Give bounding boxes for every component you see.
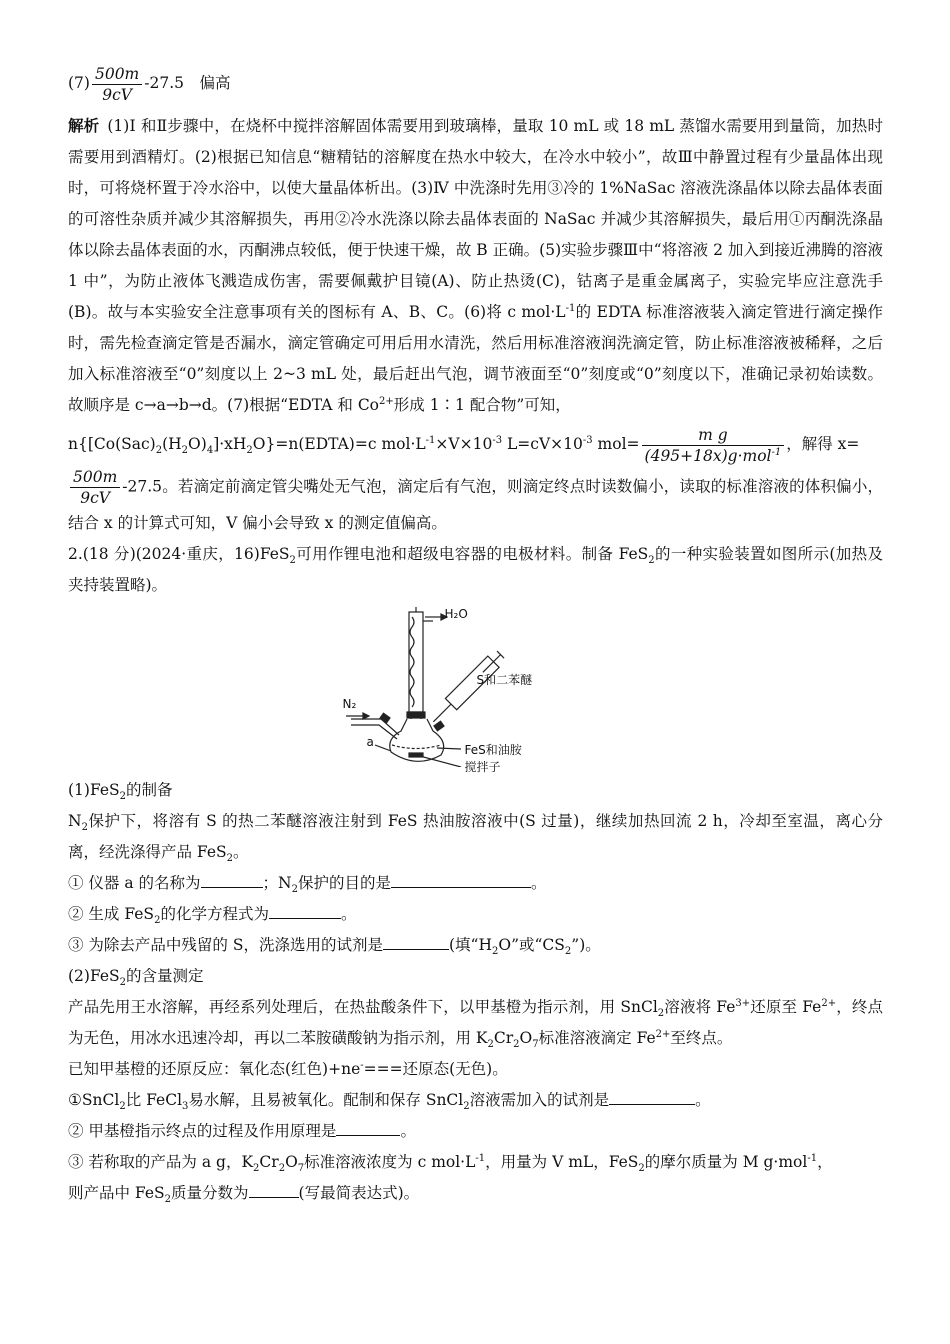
apparatus-label-a: a	[366, 735, 374, 749]
analysis-conclusion: $\frac{500m}{9cV}$ -27.5。若滴定前滴定管尖嘴处无气泡，滴定后有气泡，则滴定终点时读数偏小，读取的标准溶液的体积偏小，结合 x 的计算式可知，V 偏小会导致 x 的测定值偏高。	[68, 468, 883, 532]
part-1-title: (1)FeS$_2$的制备	[68, 781, 173, 803]
apparatus-diagram	[341, 607, 551, 774]
answer-blank-indicator[interactable]	[336, 1117, 400, 1136]
answer-blank-n2-purpose[interactable]	[391, 869, 531, 888]
answer-blank-mass-fraction[interactable]	[249, 1179, 299, 1198]
molar-mass-fraction: $\frac{\text{m g}}{(495+18x)g\cdot mol^{-1}}$	[642, 425, 785, 466]
analysis-paragraph: 解析 (1)Ⅰ 和Ⅱ步骤中，在烧杯中搅拌溶解固体需要用到玻璃棒，量取 10 mL 或 18 mL 蒸馏水需要用到量筒，加热时需要用到酒精灯。(2)根据已知信息“糖精钴的溶解度在热水中较大，在冷水中较小”，故Ⅲ中静置过程有少量晶体出现时，可将烧杯置于冷水浴中，以使大量晶体析出。(3)Ⅳ 中洗涤时先用③冷的 1%NaSac 溶液洗涤晶体以除去晶体表面的可溶性杂质并减少其溶解损失，再用②冷水洗涤以除去晶体表面的 NaSac 并减少其溶解损失，最后用①丙酮洗涤晶体以除去晶体表面的水，丙酮沸点较低，便于快速干燥，故 B 正确。(5)实验步骤Ⅲ中“将溶液 2 加入到接近沸腾的溶液 1 中”，为防止液体飞溅造成伤害，需要佩戴护目镜(A)、防止热烫(C)，钴离子是重金属离子，实验完毕应注意洗手(B)。故与本实验安全注意事项有关的图标有 A、B、C。(6)将 c $mol\cdot L^{-1}$的 EDTA 标准溶液装入滴定管进行滴定操作时，需先检查滴定管是否漏水，滴定管确定可用后用水清洗，然后用标准溶液润洗滴定管，防止标准溶液被稀释，之后加入标准溶液至“0”刻度以上 2~3 mL 处，最后赶出气泡，调节液面至“0”刻度或“0”刻度以下，准确记录初始读数。故顺序是 c→a→b→d。(7)根据“EDTA 和 $Co^{2+}$形成 1∶1 配合物”可知，	[68, 116, 883, 414]
apparatus-label-fes: FeS和油胺	[464, 743, 522, 757]
condenser-outer	[409, 612, 423, 712]
answer-7: (7) $\frac{500m}{9cV}$ -27.5 偏高	[68, 64, 231, 104]
apparatus-label-h2o: H₂O	[444, 607, 468, 621]
apparatus-label-n2: N₂	[342, 697, 357, 711]
known-reaction: 已知甲基橙的还原反应：氧化态(红色)+ne-===还原态(无色)。	[68, 1059, 508, 1078]
part-2-question-3: ③ 若称取的产品为 a g，$K_2Cr_2O_7$标准溶液浓度为 c $mol\cdot L^{-1}$，用量为 V mL，FeS$_2$的摩尔质量为 M g·mol$^{-1}$，	[68, 1152, 833, 1175]
analysis-equation: $n\{[Co(Sac)_2(H_2O)_4]\cdot xH_2O\}=n(EDTA)=c$ $mol\cdot L^{-1}\times V\times 10^{-3}$ $L=cV\times 10^{-3}$ mol= $\frac{\text{m g}}{(495+18x)g\cdot mol^{-1}}$ ，解得 x=	[68, 425, 860, 465]
part-2-title: (2)FeS$_2$的含量测定	[68, 967, 204, 989]
condenser-coil	[410, 617, 414, 707]
analysis-label: 解析	[68, 116, 100, 135]
part-1-question-2: ② 生成 FeS$_2$的化学方程式为 。	[68, 899, 883, 930]
n2-inlet-tube	[351, 719, 399, 735]
syringe-needle	[433, 704, 451, 722]
part-1-question-3: ③ 为除去产品中残留的 S，洗涤选用的试剂是 (填“$H_2O$”或“$CS_2$”)。	[68, 930, 883, 961]
apparatus-label-stirbar: 搅拌子	[464, 760, 501, 774]
part-2-question-1: ①SnCl$_2$比 FeCl$_3$易水解，且易被氧化。配制和保存 SnCl$_2$溶液需加入的试剂是 。	[68, 1085, 883, 1116]
part-2-question-2: ② 甲基橙指示终点的过程及作用原理是 。	[68, 1116, 883, 1147]
part-2-description: 产品先用王水溶解，再经系列处理后，在热盐酸条件下，以甲基橙为指示剂，用 SnCl$_2$溶液将 $Fe^{3+}$还原至 $Fe^{2+}$，终点为无色，用冰水迅速冷却，再以二苯胺磺酸钠为指示剂，用 $K_2Cr_2O_7$标准溶液滴定 $Fe^{2+}$至终点。	[68, 997, 883, 1051]
x-fraction: $\frac{500m}{9cV}$	[70, 467, 120, 508]
answer-blank-sncl2-reagent[interactable]	[609, 1086, 695, 1105]
part-1-question-1: ① 仪器 a 的名称为 ；$N_2$保护的目的是 。	[68, 868, 883, 899]
question-2-intro: 2.(18 分)(2024·重庆，16)FeS$_2$可用作锂电池和超级电容器的电极材料。制备 FeS$_2$的一种实验装置如图所示(加热及夹持装置略)。	[68, 545, 883, 594]
answer-7-fraction: $\frac{500m}{9cV}$	[92, 64, 142, 105]
part-1-description: $N_2$保护下，将溶有 S 的热二苯醚溶液注射到 FeS 热油胺溶液中(S 过量)，继续加热回流 2 h，冷却至室温，离心分离，经洗涤得产品 FeS$_2$。	[68, 812, 883, 865]
answer-blank-reagent[interactable]	[383, 931, 449, 950]
answer-blank-equation[interactable]	[269, 900, 341, 919]
apparatus-label-s: S和二苯醚	[476, 673, 533, 687]
part-2-question-3-line-2: 则产品中 FeS$_2$质量分数为 (写最简表达式)。	[68, 1178, 883, 1209]
answer-blank-instrument[interactable]	[201, 869, 263, 888]
document-page	[68, 60, 883, 1209]
